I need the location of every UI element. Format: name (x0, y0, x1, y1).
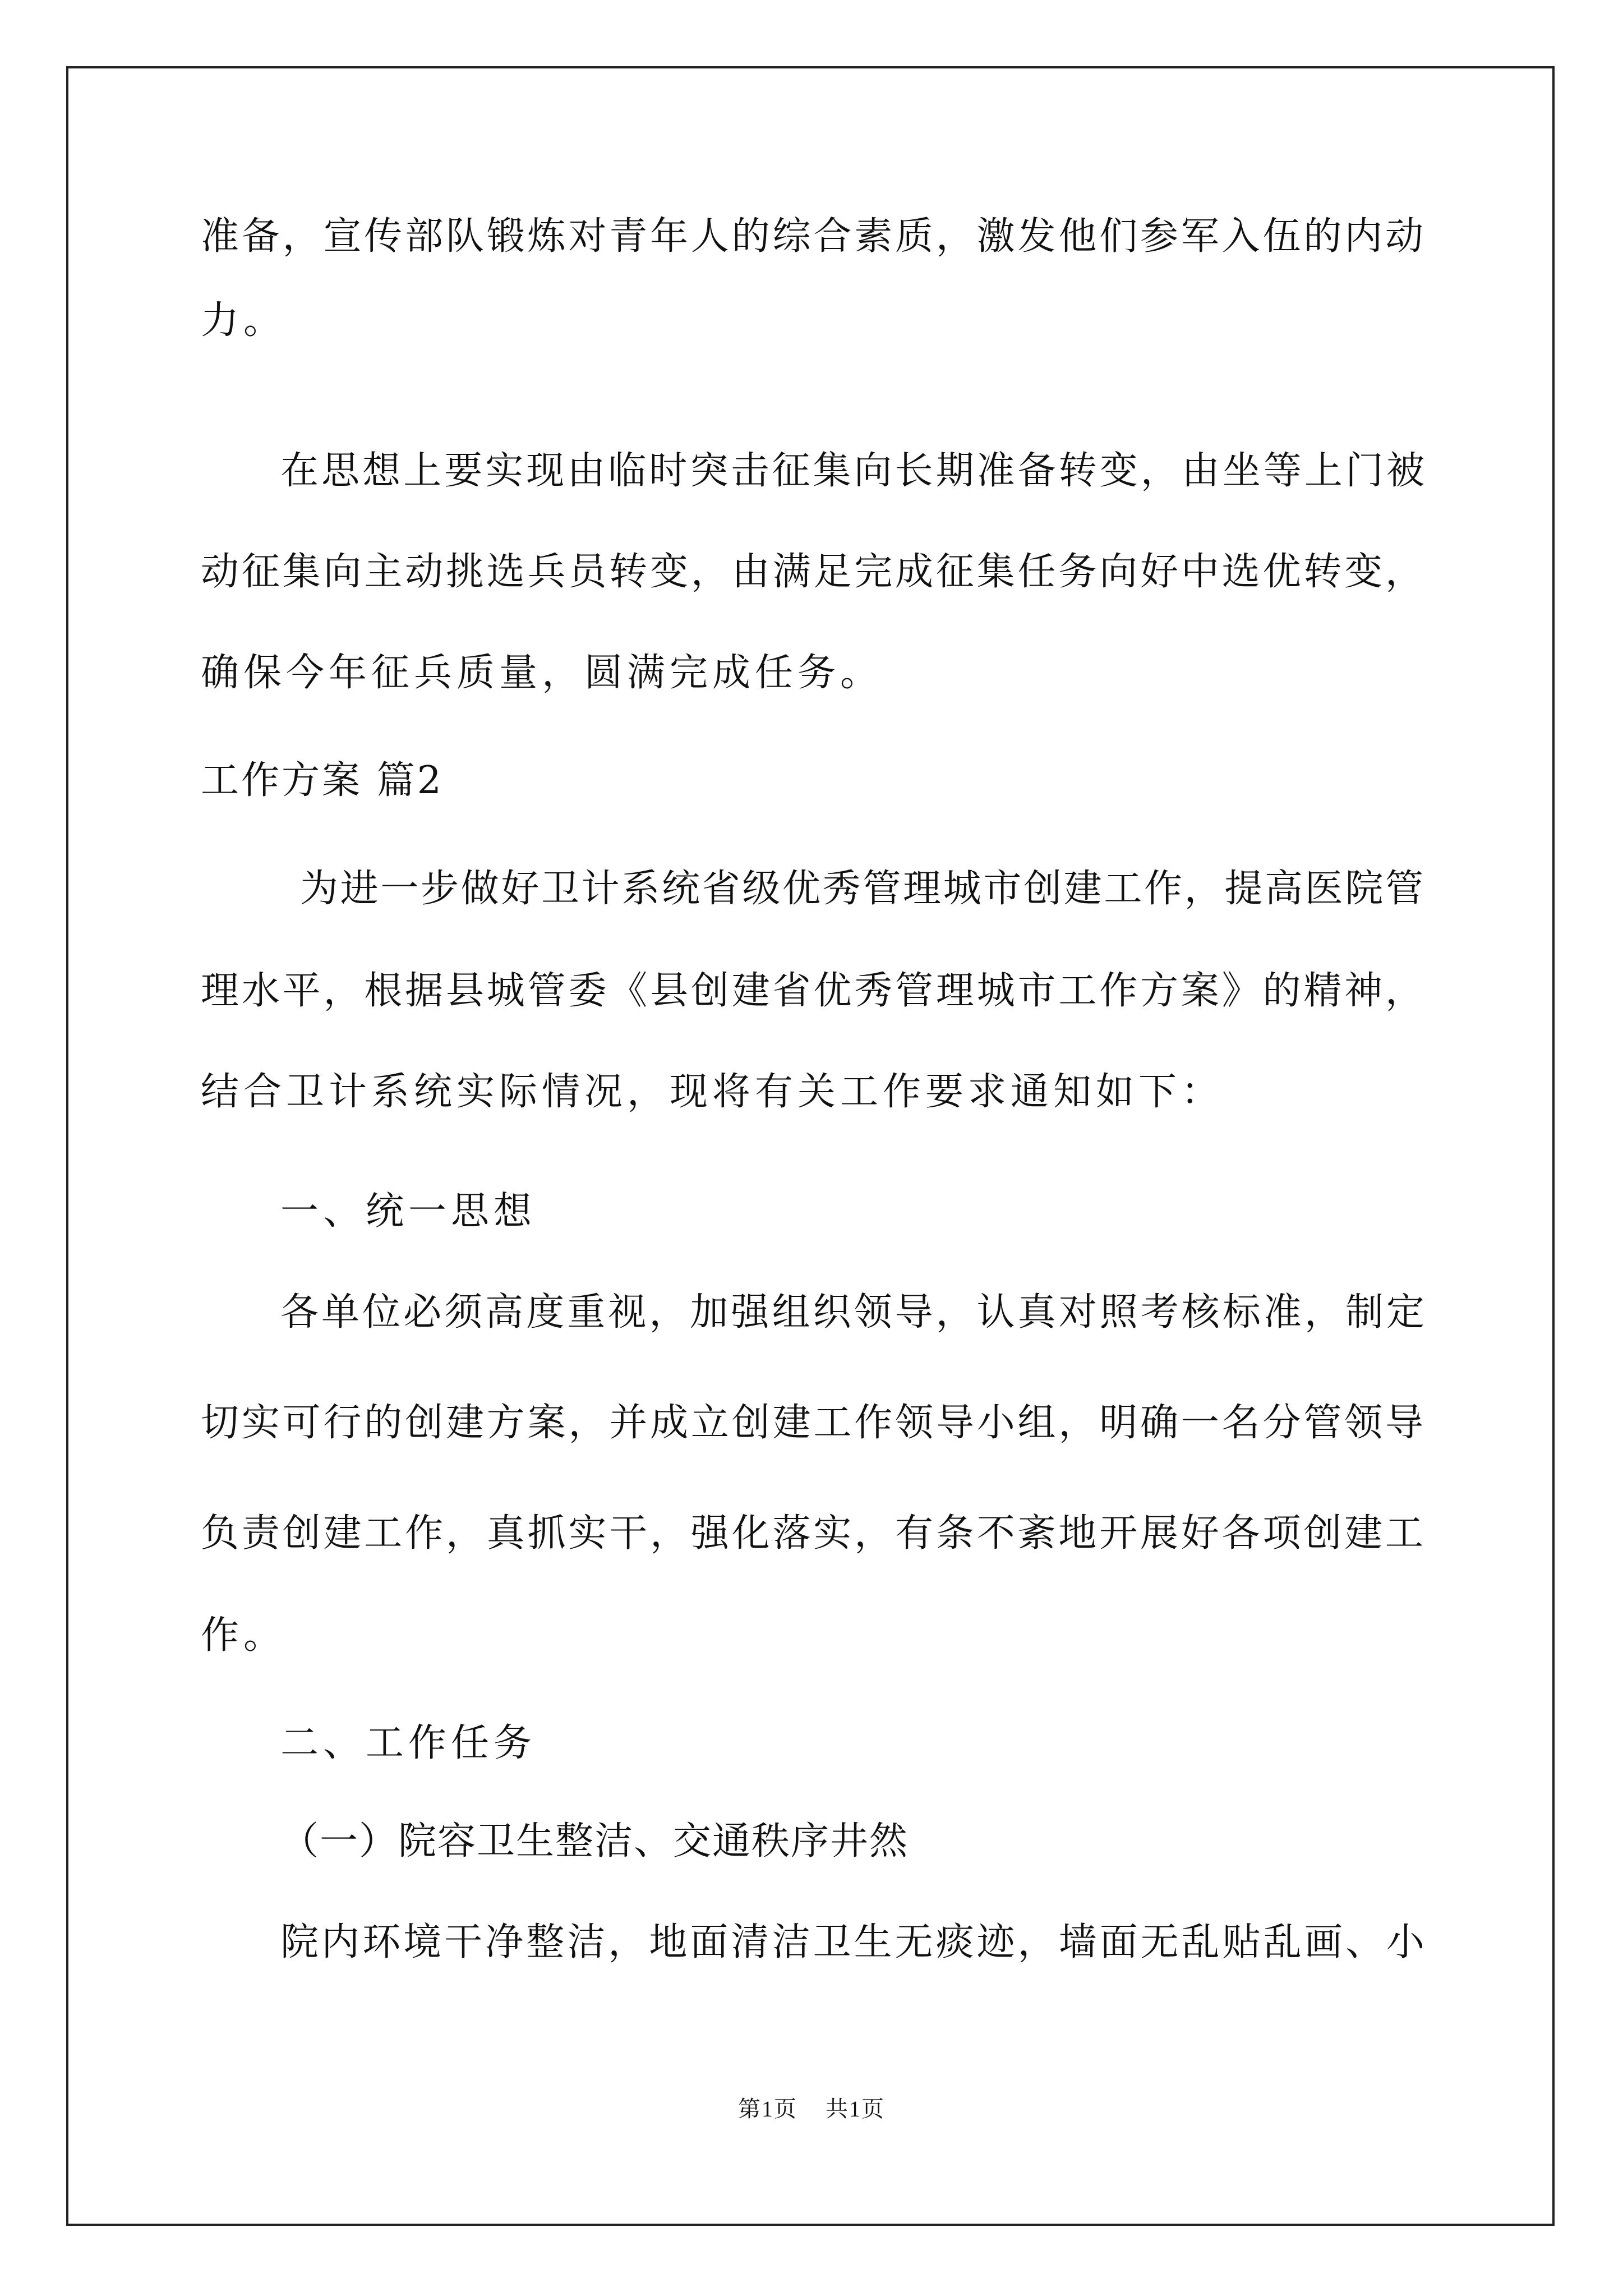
page-footer (0, 2095, 1623, 2123)
paragraph-line: 为进一步做好卫计系统省级优秀管理城市创建工作，提高医院管 (300, 867, 1423, 911)
paragraph-line: 切实可行的创建方案，并成立创建工作领导小组，明确一名分管领导 (201, 1401, 1423, 1445)
paragraph-line: 理水平，根据县城管委《县创建省优秀管理城市工作方案》的精神， (201, 969, 1423, 1013)
paragraph-line: 负责创建工作，真抓实干，强化落实，有条不紊地开展好各项创建工 (201, 1511, 1423, 1556)
page-number-total: 共1页 (826, 2096, 885, 2122)
paragraph-line: 动征集向主动挑选兵员转变，由满足完成征集任务向好中选优转变， (201, 550, 1423, 594)
subsection-heading: （一）院容卫生整洁、交通秩序井然 (280, 1819, 909, 1864)
paragraph-line: 在思想上要实现由临时突击征集向长期准备转变，由坐等上门被 (280, 449, 1424, 493)
paragraph-line: 确保今年征兵质量，圆满完成任务。 (201, 651, 883, 695)
paragraph-line: 力。 (201, 298, 287, 343)
page-number-current: 第1页 (738, 2096, 797, 2122)
paragraph-line: 结合卫计系统实际情况，现将有关工作要求通知如下： (201, 1070, 1224, 1114)
page-border (66, 66, 1555, 2226)
paragraph-line: 准备，宣传部队锻炼对青年人的综合素质，激发他们参军入伍的内动 (201, 214, 1423, 259)
section-heading: 工作方案 篇2 (201, 758, 444, 803)
paragraph-line: 院内环境干净整洁，地面清洁卫生无痰迹，墙面无乱贴乱画、小 (280, 1920, 1424, 1964)
subsection-heading: 二、工作任务 (280, 1721, 537, 1765)
paragraph-line: 作。 (201, 1613, 287, 1658)
paragraph-line: 各单位必须高度重视，加强组织领导，认真对照考核标准，制定 (280, 1290, 1424, 1335)
subsection-heading: 一、统一思想 (280, 1189, 537, 1234)
